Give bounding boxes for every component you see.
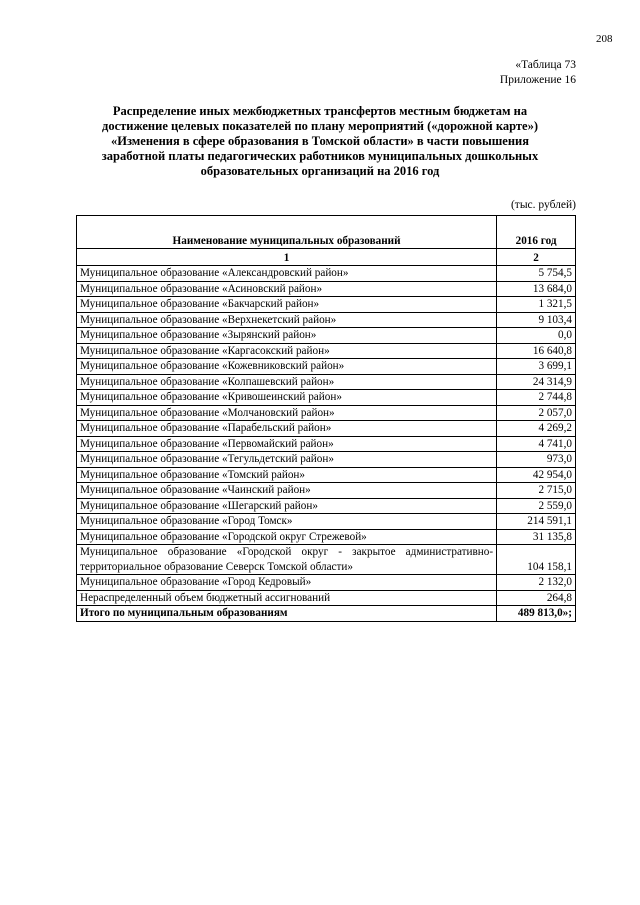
municipality-name: Муниципальное образование «Парабельский район» [77,421,497,437]
table-row [77,405,576,421]
total-amount: 489 813,0»; [497,606,576,622]
municipality-name: Муниципальное образование «Город Кедровый» [77,575,497,591]
amount: 2 744,8 [497,390,576,406]
document-title [72,104,568,179]
municipality-name: Муниципальное образование «Шегарский район» [77,498,497,514]
table-row [77,297,576,313]
total-row [77,606,576,622]
title-line: достижение целевых показателей по плану мероприятий («дорожной карте») [102,119,538,133]
amount: 16 640,8 [497,343,576,359]
amount: 214 591,1 [497,514,576,530]
table-row [77,266,576,282]
amount: 2 559,0 [497,498,576,514]
table-row [77,498,576,514]
amount: 24 314,9 [497,374,576,390]
unit-label: (тыс. рублей) [510,199,576,211]
table-row [77,590,576,606]
table-row [77,545,576,575]
amount: 31 135,8 [497,529,576,545]
municipality-name: Муниципальное образование «Александровский район» [77,266,497,282]
budget-table [76,215,576,622]
appendix-reference: Приложение 16 [499,74,576,86]
amount: 4 741,0 [497,436,576,452]
column-number-row [77,249,576,266]
amount: 1 321,5 [497,297,576,313]
table-row [77,452,576,468]
municipality-name: Муниципальное образование «Асиновский район» [77,281,497,297]
table-row [77,514,576,530]
municipality-name: Муниципальное образование «Бакчарский район» [77,297,497,313]
table-row [77,328,576,344]
municipality-name: Муниципальное образование «Кожевниковский район» [77,359,497,375]
municipality-name: Муниципальное образование «Тегульдетский район» [77,452,497,468]
total-label: Итого по муниципальным образованиям [77,606,497,622]
table-row [77,390,576,406]
amount: 2 132,0 [497,575,576,591]
column-number: 1 [77,249,497,266]
municipality-name: Муниципальное образование «Молчановский район» [77,405,497,421]
column-number: 2 [497,249,576,266]
amount: 5 754,5 [497,266,576,282]
municipality-name: Нераспределенный объем бюджетный ассигнований [77,590,497,606]
amount: 3 699,1 [497,359,576,375]
municipality-name: Муниципальное образование «Верхнекетский район» [77,312,497,328]
header-name: Наименование муниципальных образований [77,216,497,249]
municipality-name: Муниципальное образование «Томский район» [77,467,497,483]
table-row [77,312,576,328]
amount: 4 269,2 [497,421,576,437]
amount: 2 715,0 [497,483,576,499]
municipality-name: Муниципальное образование «Городской округ - закрытое административно-территориальное образование Северск Томской области» [77,545,497,575]
table-row [77,575,576,591]
title-line: «Изменения в сфере образования в Томской области» в части повышения [110,134,530,148]
municipality-name: Муниципальное образование «Каргасокский район» [77,343,497,359]
amount: 42 954,0 [497,467,576,483]
table-row [77,359,576,375]
amount: 13 684,0 [497,281,576,297]
municipality-name: Муниципальное образование «Кривошеинский район» [77,390,497,406]
amount: 973,0 [497,452,576,468]
table-row [77,436,576,452]
municipality-name: Муниципальное образование «Чаинский район» [77,483,497,499]
title-line: заработной платы педагогических работников муниципальных дошкольных [101,149,539,163]
table-row [77,374,576,390]
municipality-name: Муниципальное образование «Колпашевский район» [77,374,497,390]
table-row [77,483,576,499]
page-number: 208 [596,33,613,45]
title-line: образовательных организаций на 2016 год [200,164,440,178]
amount: 9 103,4 [497,312,576,328]
header-year: 2016 год [497,216,576,249]
amount: 2 057,0 [497,405,576,421]
table-row [77,467,576,483]
table-row [77,343,576,359]
amount: 264,8 [497,590,576,606]
table-row [77,281,576,297]
title-line: Распределение иных межбюджетных трансфертов местным бюджетам на [112,104,528,118]
municipality-name: Муниципальное образование «Городской округ Стрежевой» [77,529,497,545]
amount: 104 158,1 [497,545,576,575]
municipality-name: Муниципальное образование «Город Томск» [77,514,497,530]
municipality-name: Муниципальное образование «Первомайский район» [77,436,497,452]
table-header-row [77,216,576,249]
municipality-name: Муниципальное образование «Зырянский район» [77,328,497,344]
table-reference: «Таблица 73 [515,59,576,71]
table-row [77,421,576,437]
table-row [77,529,576,545]
amount: 0,0 [497,328,576,344]
